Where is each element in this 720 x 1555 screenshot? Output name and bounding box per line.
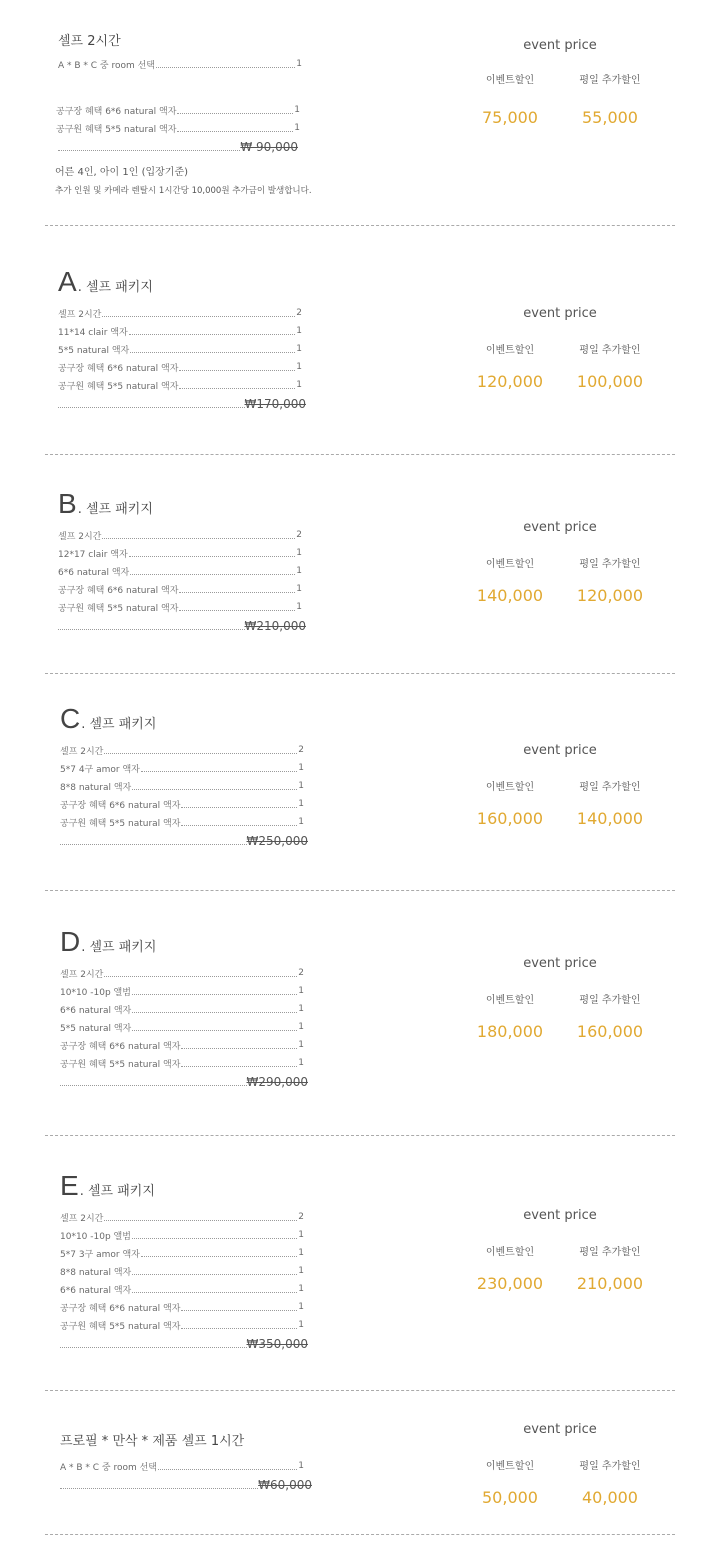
item-name: 공구원 혜택 5*5 natural 액자 [60, 1321, 181, 1332]
item-qty: 1 [298, 986, 304, 996]
package-total [60, 1475, 312, 1495]
item-qty: 1 [298, 781, 304, 791]
price-values [460, 586, 660, 605]
item-qty: 1 [298, 763, 304, 773]
discount-label: 이벤트할인 [485, 1461, 535, 1472]
package-title [60, 705, 340, 733]
item-qty: 1 [298, 1266, 304, 1276]
leader-dots [58, 620, 245, 630]
leader-dots [132, 1022, 297, 1031]
weekday-label: 평일 추가할인 [579, 559, 641, 570]
section-divider [45, 1135, 675, 1136]
package-details [60, 1172, 340, 1354]
item-name: 공구장 혜택 6*6 natural 액자 [60, 1303, 181, 1314]
package-details [58, 268, 338, 414]
item-qty: 1 [296, 380, 302, 390]
item-name: 6*6 natural 액자 [60, 1285, 132, 1296]
package-section-self-2h [0, 30, 720, 220]
item-name: 공구장 혜택 6*6 natural 액자 [58, 363, 179, 374]
original-price: ₩250,000 [246, 834, 308, 848]
leader-dots [132, 1284, 297, 1293]
package-section-profile [0, 1422, 720, 1510]
item-qty: 2 [296, 308, 302, 318]
package-title-text: . 셀프 패키지 [77, 280, 153, 295]
package-title-text: . 셀프 패키지 [79, 1184, 155, 1199]
package-details [60, 928, 340, 1092]
package-title-text: . 셀프 패키지 [81, 940, 157, 955]
item-qty: 1 [298, 799, 304, 809]
weekday-discount-price: 210,000 [576, 1274, 644, 1293]
item-name: 셀프 2시간 [60, 1213, 104, 1224]
event-price-box [460, 1422, 660, 1507]
leader-dots [158, 1461, 297, 1470]
package-item [58, 304, 302, 322]
event-price-box [460, 306, 660, 391]
package-item [60, 1018, 304, 1036]
package-title [58, 490, 338, 518]
package-title [60, 928, 340, 956]
package-item [58, 598, 302, 616]
package-item [58, 580, 302, 598]
package-item [60, 1036, 304, 1054]
package-item [60, 777, 304, 795]
weekday-label: 평일 추가할인 [579, 995, 641, 1006]
package-title-text: . 셀프 패키지 [81, 717, 157, 732]
package-title-text: . 셀프 패키지 [77, 502, 153, 517]
weekday-discount-price: 140,000 [576, 809, 644, 828]
item-qty: 1 [296, 548, 302, 558]
price-labels [460, 71, 660, 86]
package-section-d [0, 928, 720, 1108]
package-item [60, 1457, 304, 1475]
event-discount-price: 75,000 [482, 108, 538, 127]
package-item [58, 358, 302, 376]
weekday-discount-price: 160,000 [576, 1022, 644, 1041]
item-name: 6*6 natural 액자 [58, 567, 130, 578]
package-total [58, 394, 306, 414]
item-name: 12*17 clair 액자 [58, 549, 128, 560]
item-name: 공구장 혜택 6*6 natural 액자 [60, 1041, 181, 1052]
leader-dots [132, 1230, 297, 1239]
discount-label: 이벤트할인 [485, 75, 535, 86]
item-qty: 1 [296, 362, 302, 372]
event-price-box [460, 743, 660, 828]
weekday-discount-price: 55,000 [582, 108, 638, 127]
discount-label: 이벤트할인 [485, 1247, 535, 1258]
package-section-e [0, 1172, 720, 1362]
item-qty: 1 [298, 1248, 304, 1258]
package-details [60, 1430, 340, 1495]
item-name: 5*7 3구 amor 액자 [60, 1249, 140, 1260]
item-name: 5*7 4구 amor 액자 [60, 764, 140, 775]
item-name: 공구원 혜택 5*5 natural 액자 [58, 381, 179, 392]
event-discount-price: 160,000 [476, 809, 544, 828]
package-section-c [0, 705, 720, 865]
package-letter: C [60, 703, 81, 734]
item-name: 8*8 natural 액자 [60, 782, 132, 793]
weekday-discount-price: 120,000 [576, 586, 644, 605]
item-name: 10*10 -10p 앨범 [60, 987, 131, 998]
item-name: 5*5 natural 액자 [60, 1023, 132, 1034]
price-values [460, 1274, 660, 1293]
event-price-label: event price [523, 956, 597, 971]
item-name: 셀프 2시간 [58, 309, 102, 320]
price-values [460, 1488, 660, 1507]
price-values [460, 108, 660, 127]
event-price-box [460, 1208, 660, 1293]
package-letter: B [58, 488, 77, 519]
original-price: ₩60,000 [258, 1478, 312, 1492]
package-item [60, 1280, 304, 1298]
package-total [60, 1334, 308, 1354]
package-item [56, 119, 300, 137]
item-name: 공구원 혜택 5*5 natural 액자 [60, 1059, 181, 1070]
event-price-box [460, 38, 660, 127]
item-qty: 1 [294, 123, 300, 133]
leader-dots [141, 763, 297, 772]
original-price: ₩290,000 [246, 1075, 308, 1089]
package-title [60, 1172, 340, 1200]
leader-dots [129, 326, 296, 335]
item-name: 11*14 clair 액자 [58, 327, 128, 338]
item-name: 8*8 natural 액자 [60, 1267, 132, 1278]
leader-dots [179, 362, 295, 371]
weekday-label: 평일 추가할인 [579, 345, 641, 356]
item-name: 공구장 혜택 6*6 natural 액자 [58, 585, 179, 596]
event-price-label: event price [523, 1422, 597, 1437]
leader-dots [58, 141, 240, 151]
price-values [460, 1022, 660, 1041]
package-item [60, 741, 304, 759]
leader-dots [181, 1058, 297, 1067]
leader-dots [130, 566, 295, 575]
leader-dots [179, 380, 295, 389]
package-total [60, 1072, 308, 1092]
package-item [60, 1208, 304, 1226]
section-divider [45, 673, 675, 674]
section-divider [45, 225, 675, 226]
weekday-discount-price: 100,000 [576, 372, 644, 391]
original-price: ₩ 90,000 [240, 140, 298, 154]
package-item [58, 322, 302, 340]
package-title [58, 268, 338, 296]
package-item [60, 964, 304, 982]
item-qty: 1 [298, 1302, 304, 1312]
capacity-note: 어른 4인, 아이 1인 (입장기준) [55, 167, 189, 178]
item-name: 공구원 혜택 5*5 natural 액자 [56, 124, 177, 135]
section-divider [45, 454, 675, 455]
event-discount-price: 140,000 [476, 586, 544, 605]
leader-dots [60, 835, 247, 845]
event-price-label: event price [523, 520, 597, 535]
package-item [60, 1298, 304, 1316]
package-item [56, 101, 300, 119]
item-qty: 2 [298, 745, 304, 755]
section-divider [45, 890, 675, 891]
leader-dots [181, 1302, 297, 1311]
package-item [60, 813, 304, 831]
original-price: ₩350,000 [246, 1337, 308, 1351]
leader-dots [132, 781, 297, 790]
original-price: ₩170,000 [244, 397, 306, 411]
section-divider [45, 1534, 675, 1535]
package-item [60, 1000, 304, 1018]
package-title: 프로필 * 만삭 * 제품 셀프 1시간 [60, 1434, 245, 1449]
leader-dots [141, 1248, 297, 1257]
leader-dots [177, 105, 293, 114]
item-name: 셀프 2시간 [58, 531, 102, 542]
original-price: ₩210,000 [244, 619, 306, 633]
discount-label: 이벤트할인 [485, 559, 535, 570]
item-qty: 1 [298, 1461, 304, 1471]
item-qty: 1 [298, 1230, 304, 1240]
event-price-label: event price [523, 743, 597, 758]
package-item [60, 1226, 304, 1244]
item-qty: 1 [294, 105, 300, 115]
weekday-label: 평일 추가할인 [579, 75, 641, 86]
item-qty: 1 [296, 59, 302, 69]
extra-fee-note: 추가 인원 및 카메라 렌탈시 1시간당 10,000원 추가금이 발생합니다. [55, 186, 312, 196]
item-name: 10*10 -10p 앨범 [60, 1231, 131, 1242]
item-name: A * B * C 중 room 선택 [60, 1462, 158, 1473]
package-item [60, 1316, 304, 1334]
item-qty: 1 [296, 584, 302, 594]
item-name: 공구장 혜택 6*6 natural 액자 [56, 106, 177, 117]
price-values [460, 809, 660, 828]
leader-dots [130, 344, 295, 353]
item-qty: 1 [296, 602, 302, 612]
leader-dots [181, 817, 297, 826]
item-qty: 1 [298, 1004, 304, 1014]
leader-dots [132, 1266, 297, 1275]
event-price-box [460, 956, 660, 1041]
package-item [58, 562, 302, 580]
item-name: 셀프 2시간 [60, 746, 104, 757]
item-qty: 1 [296, 344, 302, 354]
item-name: 공구원 혜택 5*5 natural 액자 [60, 818, 181, 829]
event-discount-price: 230,000 [476, 1274, 544, 1293]
package-letter: E [60, 1170, 79, 1201]
item-qty: 1 [298, 1284, 304, 1294]
package-item [60, 1054, 304, 1072]
event-discount-price: 180,000 [476, 1022, 544, 1041]
item-name: 5*5 natural 액자 [58, 345, 130, 356]
item-qty: 1 [298, 1058, 304, 1068]
package-details [60, 705, 340, 851]
leader-dots [102, 530, 295, 539]
leader-dots [104, 968, 297, 977]
discount-label: 이벤트할인 [485, 345, 535, 356]
item-qty: 1 [296, 326, 302, 336]
package-item [58, 526, 302, 544]
leader-dots [156, 59, 295, 68]
leader-dots [102, 308, 295, 317]
event-price-label: event price [523, 306, 597, 321]
item-name: A * B * C 중 room 선택 [58, 60, 156, 71]
leader-dots [181, 799, 297, 808]
leader-dots [177, 123, 293, 132]
package-details [58, 490, 338, 636]
event-price-label: event price [523, 38, 597, 53]
event-price-label: event price [523, 1208, 597, 1223]
leader-dots [132, 986, 297, 995]
package-item [60, 759, 304, 777]
price-labels [460, 1243, 660, 1258]
package-item [58, 376, 302, 394]
package-item [58, 55, 302, 73]
price-labels [460, 991, 660, 1006]
package-total [58, 137, 298, 157]
weekday-label: 평일 추가할인 [579, 1247, 641, 1258]
package-item [60, 1244, 304, 1262]
package-item [60, 795, 304, 813]
event-discount-price: 50,000 [482, 1488, 538, 1507]
item-qty: 2 [298, 968, 304, 978]
leader-dots [60, 1338, 247, 1348]
event-price-box [460, 520, 660, 605]
package-item [58, 544, 302, 562]
price-labels [460, 1457, 660, 1472]
price-labels [460, 555, 660, 570]
package-title: 셀프 2시간 [58, 34, 121, 49]
price-labels [460, 341, 660, 356]
item-qty: 2 [296, 530, 302, 540]
leader-dots [104, 1212, 297, 1221]
item-qty: 2 [298, 1212, 304, 1222]
leader-dots [181, 1320, 297, 1329]
weekday-label: 평일 추가할인 [579, 1461, 641, 1472]
price-values [460, 372, 660, 391]
leader-dots [58, 398, 245, 408]
weekday-label: 평일 추가할인 [579, 782, 641, 793]
item-qty: 1 [298, 1040, 304, 1050]
package-section-a [0, 268, 720, 428]
leader-dots [132, 1004, 297, 1013]
leader-dots [129, 548, 296, 557]
leader-dots [60, 1479, 258, 1489]
leader-dots [104, 745, 297, 754]
package-letter: A [58, 266, 77, 297]
discount-label: 이벤트할인 [485, 782, 535, 793]
package-total [60, 831, 308, 851]
package-details [55, 30, 338, 196]
package-item [60, 982, 304, 1000]
leader-dots [179, 584, 295, 593]
item-qty: 1 [298, 817, 304, 827]
package-item [58, 340, 302, 358]
item-name: 공구장 혜택 6*6 natural 액자 [60, 800, 181, 811]
discount-label: 이벤트할인 [485, 995, 535, 1006]
price-labels [460, 778, 660, 793]
leader-dots [181, 1040, 297, 1049]
package-item [60, 1262, 304, 1280]
item-qty: 1 [298, 1022, 304, 1032]
weekday-discount-price: 40,000 [582, 1488, 638, 1507]
item-qty: 1 [296, 566, 302, 576]
event-discount-price: 120,000 [476, 372, 544, 391]
package-section-b [0, 490, 720, 650]
section-divider [45, 1390, 675, 1391]
item-qty: 1 [298, 1320, 304, 1330]
leader-dots [60, 1076, 247, 1086]
item-name: 6*6 natural 액자 [60, 1005, 132, 1016]
package-total [58, 616, 306, 636]
item-name: 셀프 2시간 [60, 969, 104, 980]
package-letter: D [60, 926, 81, 957]
leader-dots [179, 602, 295, 611]
item-name: 공구원 혜택 5*5 natural 액자 [58, 603, 179, 614]
